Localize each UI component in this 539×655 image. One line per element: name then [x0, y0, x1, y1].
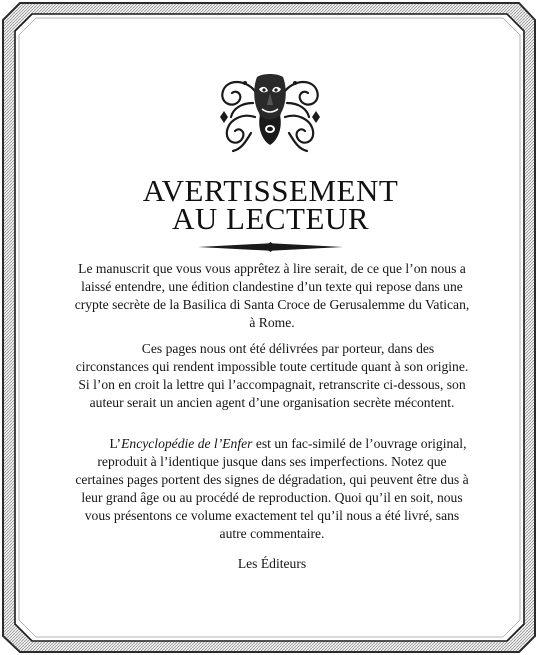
ornamental-rule-icon	[198, 242, 343, 252]
paragraph-3-prefix: L’	[109, 436, 122, 451]
green-man-mask-ornament-icon	[215, 73, 325, 153]
signature: Les Éditeurs	[237, 556, 307, 571]
paragraph-3-text: est un fac-similé de l’ouvrage original, reproduit à l’identique jusque dans ses imperfections. Notez que certaines pages portent des signes de dégradation, qui peuvent être dus à leur grand âge ou au procédé de reproduction. Quoi qu’il en soit, nous vous présentons ce volume exactement tel qu’il nous a été livré, sans autre commentaire.	[75, 436, 469, 541]
book-title: Encyclopédie de l’Enfer	[121, 436, 253, 451]
title-line-1: AVERTISSEMENT	[142, 173, 399, 208]
title-line-2: AU LECTEUR	[171, 201, 369, 236]
paragraph-3	[72, 435, 472, 543]
paragraph-1: Le manuscrit que vous vous apprêtez à lire serait, de ce que l’on nous a laissé entendre, une édition clandestine d’un texte qui repose dans une crypte secrète de la Basilica di Santa Croce de Gerusalemme du Vatican, à Rome.	[74, 261, 470, 330]
paragraph-2	[72, 340, 472, 412]
paragraph-2-text: Ces pages nous ont été délivrées par porteur, dans des circonstances qui rendent impossible toute certitude quant à son origine. Si l’on en croit la lettre qui l’accompagnait, retranscrite ci-dessous, son auteur serait un ancien agent d’une organisation secrète mécontent.	[75, 341, 469, 410]
